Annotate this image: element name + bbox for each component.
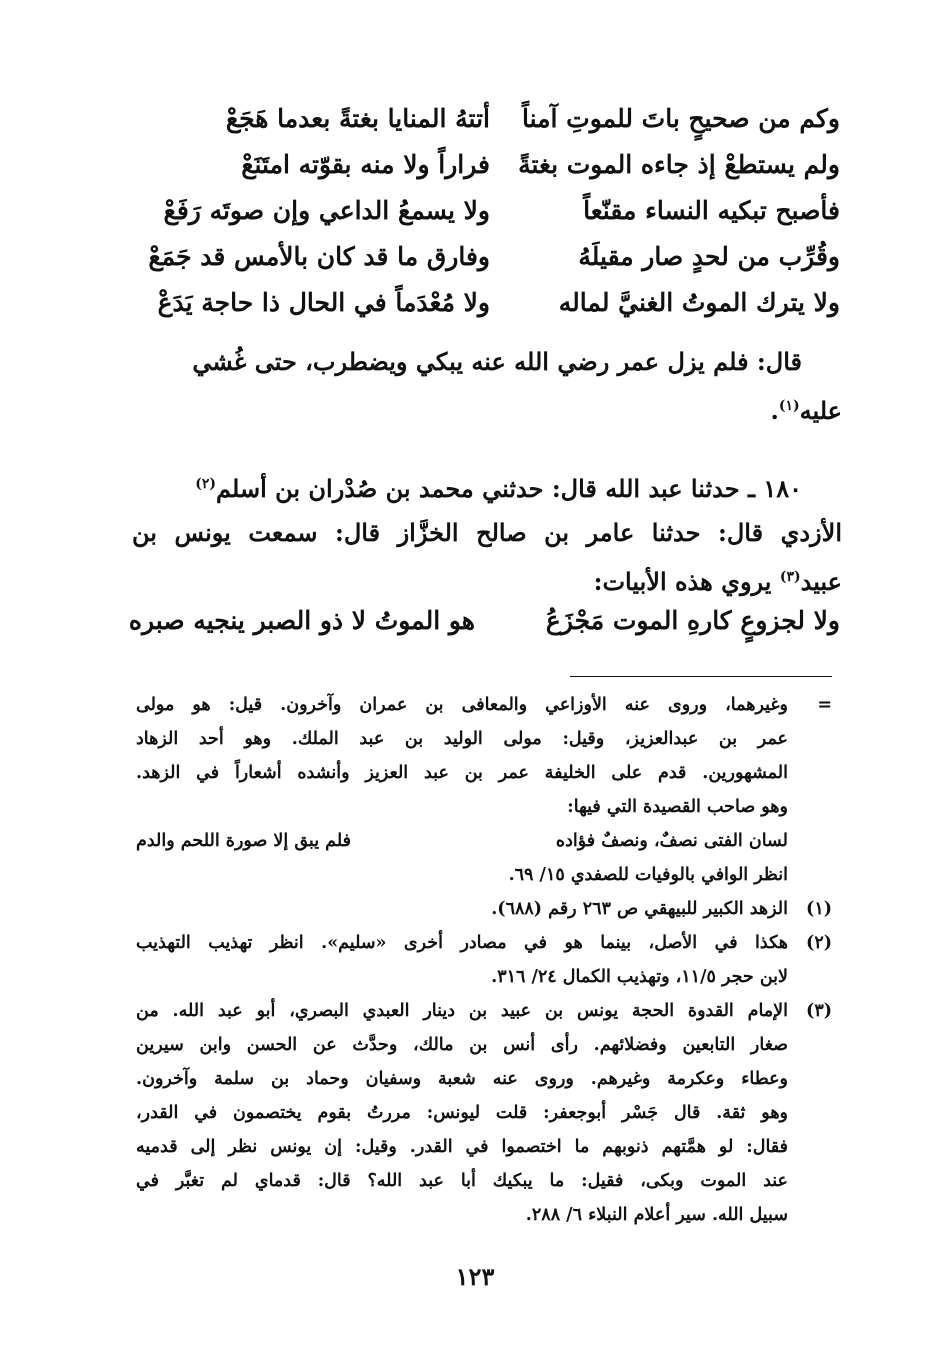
footnote-line: وهو ثقة. قال جَسْر أبوجعفر: قلت ليونس: مررتُ بقوم يختصمون في القدر،: [136, 1103, 788, 1123]
footnote-ref[interactable]: (١): [778, 398, 800, 414]
verse-second-hemistich: وفارق ما قد كان بالأمس قد جَمَعْ: [148, 242, 490, 271]
narration-line: قال: فلم يزل عمر رضي الله عنه يبكي ويضطرب، حتى غُشي: [192, 347, 802, 376]
verse-first-hemistich: ولا يترك الموتُ الغنيَّ لماله: [558, 288, 840, 317]
footnote-line: الزهد الكبير للبيهقي ص ٢٦٣ رقم (٦٨٨).: [491, 899, 788, 919]
hadith-line: [132, 462, 842, 511]
verse-second-hemistich: ولا يسمعُ الداعي وإن صوتَه رَفَعْ: [163, 196, 490, 225]
verse-second-hemistich: فلم يبق إلا صورة اللحم والدم: [136, 831, 351, 851]
footnote-1: [136, 892, 832, 926]
verse-first-hemistich: فأصبح تبكيه النساء مقنّعاً: [583, 196, 840, 225]
hadith-line: الأزدي قال: حدثنا عامر بن صالح الخزَّاز قال: سمعت يونس بن: [132, 518, 842, 547]
verse-row: [130, 234, 840, 280]
footnote-line: انظر الوافي بالوفيات للصفدي ١٥/ ٦٩.: [508, 865, 788, 885]
footnotes: [136, 688, 832, 1232]
footnote-line: وعطاء وعكرمة وغيرهم. وروى عنه شعبة وسفيان وحماد بن سلمة وآخرون.: [136, 1069, 788, 1089]
verse-row: [130, 96, 840, 142]
verse-first-hemistich: وقُرِّب من لحدٍ صار مقيلَهُ: [578, 242, 840, 271]
hadith-text: ـ حدثنا عبد الله قال: حدثني محمد بن صُدْران بن أسلم: [216, 474, 764, 503]
continuation-marker: =: [817, 695, 832, 715]
verse-first-hemistich: ولم يستطعْ إذ جاءه الموت بغتةً: [518, 150, 840, 179]
verse-second-hemistich: ولا مُعْدَماً في الحال ذا حاجة يَدَعْ: [157, 288, 490, 317]
verse-second-hemistich: هو الموتُ لا ذو الصبر ينجيه صبره: [128, 606, 475, 635]
footnote-line: لابن حجر ١١/٥، وتهذيب الكمال ٢٤/ ٣١٦.: [491, 967, 788, 987]
verse-second-hemistich: أتتهُ المنايا بغتةً بعدما هَجَعْ: [225, 104, 490, 133]
footnote-line: المشهورين. قدم على الخليفة عمر بن عبد العزيز وأنشده أشعاراً في الزهد.: [136, 763, 788, 783]
footnote-line: وغيرهما، وروى عنه الأوزاعي والمعافى بن عمران وآخرون. قيل: هو مولى: [136, 695, 788, 715]
hadith-paragraph: [132, 462, 842, 604]
footnote-line: الإمام القدوة الحجة يونس بن عبيد بن دينار العبدي البصري، أبو عبد الله. من: [136, 1001, 788, 1021]
narration-text: عليه: [799, 396, 842, 425]
narration-text: .: [770, 396, 779, 425]
verse-row: [130, 280, 840, 326]
quoted-verse: [130, 598, 840, 644]
verse-row: [130, 142, 840, 188]
page-number: ١٢٣: [455, 1262, 495, 1291]
footnote-ref[interactable]: (٢): [195, 476, 217, 492]
footnote-3: [136, 994, 832, 1232]
footnote-ref[interactable]: (٣): [779, 569, 801, 585]
footnote-line: صغار التابعين وفضلائهم. رأى أنس بن مالك، وحدَّث عن الحسن وابن سيرين: [136, 1035, 788, 1055]
footnote-line: سبيل الله. سير أعلام النبلاء ٦/ ٢٨٨.: [525, 1205, 788, 1225]
hadith-number: ١٨٠: [763, 474, 802, 503]
footnote-line: عمر بن عبدالعزيز، وقيل: مولى الوليد بن عبد الملك. وهو أحد الزهاد: [136, 729, 788, 749]
hadith-text: يروي هذه الأبيات:: [593, 567, 780, 596]
verse-row: [130, 188, 840, 234]
footnote-2: [136, 926, 832, 994]
verse-first-hemistich: وكم من صحيحٍ باتَ للموتِ آمناً: [521, 104, 840, 133]
verse-first-hemistich: لسان الفتى نصفٌ، ونصفٌ فؤاده: [555, 831, 788, 851]
footnote-marker: (٢): [806, 933, 832, 953]
narration-line: [132, 384, 842, 433]
verse-first-hemistich: ولا لجزوعٍ كارهِ الموت مَجْزَعُ: [545, 606, 840, 635]
footnote-separator: [570, 676, 832, 677]
footnote-verse: [136, 824, 788, 858]
footnote-line: عند الموت وبكى، فقيل: ما يبكيك أبا عبد الله؟ قال: قدماي لم تغبَّر في: [136, 1171, 788, 1191]
verse-second-hemistich: فراراً ولا منه بقوّته امتَنَعْ: [241, 150, 490, 179]
verse-row: [130, 598, 840, 644]
footnote-line: فقال: لو همَّتهم ذنوبهم ما اختصموا في القدر. وقيل: إن يونس نظر إلى قدميه: [136, 1137, 788, 1157]
hadith-line: [132, 555, 842, 604]
poem-block: [130, 96, 840, 326]
narration-paragraph: [132, 340, 842, 433]
footnote-line: هكذا في الأصل، بينما هو في مصادر أخرى «سليم». انظر تهذيب التهذيب: [136, 933, 788, 953]
footnote-marker: (١): [806, 899, 832, 919]
footnote-marker: (٣): [806, 1001, 832, 1021]
footnote-line: وهو صاحب القصيدة التي فيها:: [567, 797, 788, 817]
footnote-continuation: [136, 688, 832, 892]
hadith-text: عبيد: [800, 567, 842, 596]
